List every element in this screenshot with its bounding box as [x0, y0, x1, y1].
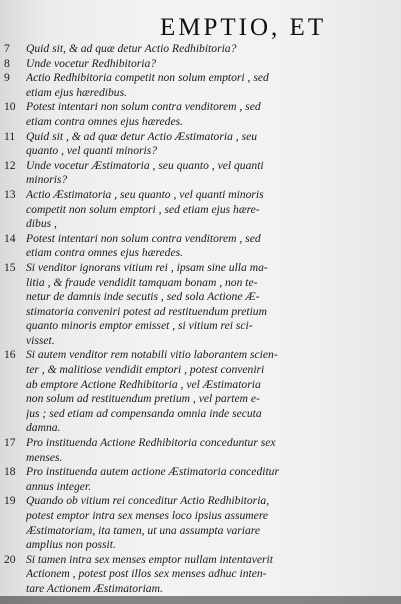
entry-line: etiam contra omnes ejus hæredes. [26, 114, 184, 128]
entry-line: Actio Redhibitoria competit non solum emptori , sed [26, 71, 269, 85]
entry-line: tare Actionem Æstimatoriam. [26, 581, 163, 595]
entry-7 [4, 42, 396, 57]
entry-number: 10 [4, 100, 16, 114]
entry-line: Si autem venditor rem notabili vitio laborantem scien- [26, 348, 278, 362]
entry-number: 19 [4, 494, 16, 508]
entry-line: menses. [26, 450, 63, 464]
entry-line: competit non solum emptori , sed etiam ejus hære- [26, 202, 260, 216]
entry-16 [4, 348, 396, 436]
entry-line: annus integer. [26, 479, 92, 493]
entry-line: Si tamen intra sex menses emptor nullam intentaverit [26, 552, 273, 566]
entry-line: litia , & fraude vendidit tamquam bonam , non te- [26, 275, 258, 289]
entry-line: Actionem , potest post illos sex menses adhuc inten- [26, 567, 267, 581]
entry-number: 18 [4, 465, 16, 479]
entry-18 [4, 465, 396, 494]
entry-19 [4, 494, 396, 552]
entry-13 [4, 188, 396, 232]
entry-line: netur de damnis inde secutis , sed sola Actione Æ- [26, 290, 260, 304]
entry-list [4, 42, 396, 597]
entry-line: ab emptore Actione Redhibitoria , vel Æstimatoria [26, 377, 261, 391]
entry-14 [4, 232, 396, 261]
entry-line: ter , & malitiose vendidit emptori , potest conveniri [26, 363, 265, 377]
entry-line: quanto , vel quanti minoris? [26, 144, 158, 158]
entry-9 [4, 71, 396, 100]
entry-20 [4, 553, 396, 597]
entry-line: Pro instituenda Actione Redhibitoria conceduntur sex [26, 436, 276, 450]
entry-line: Quid sit , & ad quæ detur Actio Æstimatoria , seu [26, 129, 258, 143]
entry-11 [4, 130, 396, 159]
entry-line: Potest intentari non solum contra venditorem , sed [26, 100, 261, 114]
entry-10 [4, 100, 396, 129]
entry-line: Æstimatoriam, ita tamen, ut una assumpta variare [26, 523, 261, 537]
running-header: EMPTIO, ET [160, 14, 327, 41]
entry-line: potest emptor intra sex menses loco ipsius assumere [26, 509, 269, 522]
entry-line: visset. [26, 333, 55, 347]
entry-line: damna. [26, 421, 61, 435]
entry-number: 9 [4, 71, 10, 85]
entry-line: dibus , [26, 217, 57, 231]
entry-number: 12 [4, 158, 16, 172]
entry-line: non solum ad restituendum pretium , vel partem e- [26, 392, 260, 406]
entry-line: Actio Æstimatoria , seu quanto , vel quanti minoris [26, 187, 264, 201]
entry-line: Si venditor ignorans vitium rei , ipsam sine ulla ma- [26, 260, 268, 274]
entry-number: 11 [4, 129, 16, 143]
entry-line: etiam ejus hæredibus. [26, 85, 128, 99]
entry-line: amplius non possit. [26, 538, 116, 552]
entry-15 [4, 261, 396, 349]
entry-number: 7 [4, 42, 10, 55]
entry-line: jus ; sed etiam ad compensanda omnia inde secuta [26, 406, 262, 420]
entry-number: 13 [4, 187, 16, 201]
entry-number: 8 [4, 56, 10, 70]
entry-line: Potest intentari non solum contra venditorem , sed [26, 231, 261, 245]
entry-12 [4, 159, 396, 188]
entry-line: Unde vocetur Æstimatoria , seu quanto , vel quanti [26, 158, 264, 172]
entry-line: etiam contra omnes ejus hæredes. [26, 246, 184, 260]
entry-line: minoris? [26, 173, 68, 187]
entry-line: Unde vocetur Redhibitoria? [26, 56, 157, 70]
entry-line: quanto minoris emptor emisset , si vitium rei sci- [26, 319, 253, 333]
entry-number: 20 [4, 552, 16, 566]
entry-line: Quando ob vitium rei conceditur Actio Redhibitoria, [26, 494, 270, 508]
entry-number: 16 [4, 348, 16, 362]
entry-17 [4, 436, 396, 465]
entry-number: 17 [4, 436, 16, 450]
entry-line: Quid sit, & ad quæ detur Actio Redhibitoria? [26, 42, 237, 55]
entry-number: 14 [4, 231, 16, 245]
entry-number: 15 [4, 260, 16, 274]
page-bottom-edge [0, 596, 401, 604]
entry-8 [4, 57, 396, 72]
entry-line: Pro instituenda autem actione Æstimatoria conceditur [26, 465, 279, 479]
entry-line: stimatoria conveniri potest ad restituendum pretium [26, 304, 267, 318]
